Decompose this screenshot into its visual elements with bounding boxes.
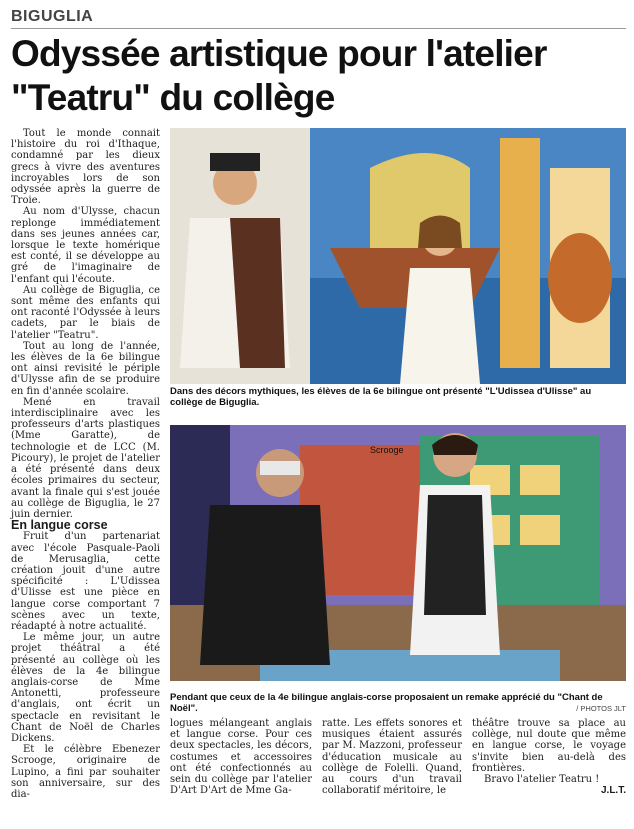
photo1-caption: Dans des décors mythiques, les élèves de la 6e bilingue ont présenté "L'Udissea d'Ulisse" au collège de Biguglia. [170,386,592,408]
shop-sign-text: Scrooge [370,445,404,455]
paragraph: Au collège de Biguglia, ce sont même des enfants qui ont raconté l'Odyssée à leurs cadets, par le biais de l'atelier "Teatru". [11,284,160,341]
article-left-column [11,128,160,800]
paragraph: Fruit d'un partenariat avec l'école Pasquale-Paoli de Merusaglia, cette création jouit d'une autre spécificité : L'Udissea d'Ulisse est une pièce en langue corse comportant 7 scènes avec un texte, réadapté à notre actualité. [11,531,160,632]
headline [11,32,611,120]
author-signature: J.L.T. [600,785,626,797]
photo-credit: / PHOTOS JLT [576,704,626,713]
photo-odyssey-play [170,128,626,384]
paragraph: Bravo l'atelier Teatru ! [484,774,600,786]
paragraph: ratte. Les effets sonores et musiques étaient assurés par M. Mazzoni, professeur d'éducation musicale au collège de Folelli. Quand, au cours d'un travail collaboratif méritoire, le [322,718,462,797]
article-bottom-column-3 [472,718,626,796]
photo-christmas-image [170,425,626,681]
paragraph: Au nom d'Ulysse, chacun replonge immédiatement dans ses jeunes années car, lorsque le texte homérique est conté, il se développe au gré de l'imaginaire de l'enfant qui l'écoute. [11,206,160,285]
paragraph: Mené en travail interdisciplinaire avec les professeurs d'arts plastiques (Mme Garatte), de technologie et de LCC (M. Picoury), le projet de l'atelier a été présenté dans deux écoles primaires du secteur, avant la finale qui s'est jouée au collège de Biguglia, le 27 juin dernier. [11,396,160,520]
section-rule [11,28,626,29]
photo-christmas-play [170,425,626,681]
headline-line-2: "Teatru" du collège [11,77,335,118]
paragraph: Tout le monde connait l'histoire du roi d'Ithaque, condamné par les dieux grecs à vivre des aventures incroyables lors de son odyssée après la guerre de Troie. [11,128,160,207]
section-label: BIGUGLIA [11,8,94,25]
paragraph: Et le célèbre Ebenezer Scrooge, originaire de Lupino, a fini par souhaiter son anniversaire, sur des dia- [11,744,160,800]
article-bottom-column-2 [322,718,462,796]
paragraph: théâtre trouve sa place au collège, nul doute que même en langue corse, le voyage s'invite bien au-delà des frontières. [472,718,626,774]
headline-line-1: Odyssée artistique pour l'atelier [11,33,547,74]
photo-odyssey-image [170,128,626,384]
article-bottom-column-1 [170,718,312,796]
paragraph: Le même jour, un autre projet théâtral a été présenté au collège où les élèves de la 4e bilingue anglais-corse de Mme Antonetti, professeure d'anglais, ont écrit un spectacle en revisitant le Chant de Noël de Charles Dickens. [11,632,160,744]
subheading: En langue corse [11,518,108,533]
paragraph: Tout au long de l'année, les élèves de la 6e bilingue ont ainsi revisité le périple d'Ulysse afin de se produire en fin d'année scolaire. [11,340,160,397]
paragraph: logues mélangeant anglais et langue corse. Pour ces deux spectacles, les décors, costumes et accessoires ont été confectionnés au sein du collège par l'atelier D'Art D'Art de Mme Ga- [170,718,312,797]
photo2-caption: Pendant que ceux de la 4e bilingue anglais-corse proposaient un remake apprécié du "Chant de Noël". [170,692,603,714]
